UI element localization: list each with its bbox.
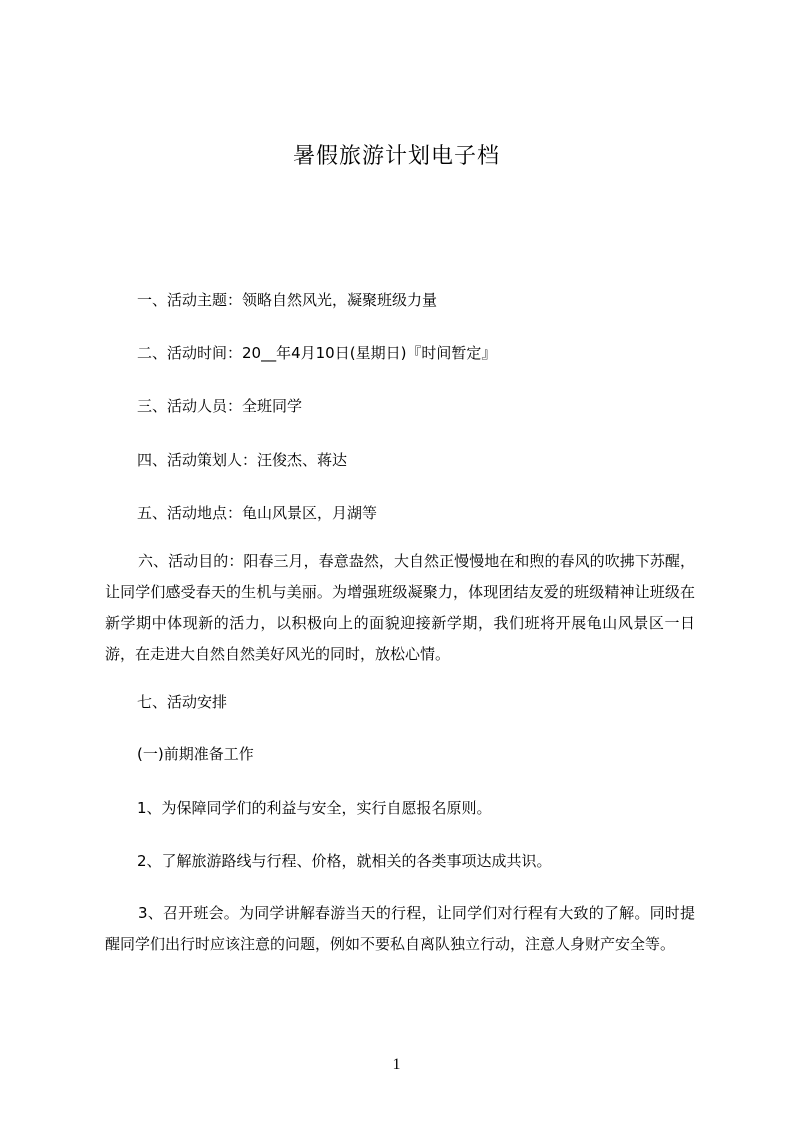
item-time: 二、活动时间：20__年4月10日(星期日)『时间暂定』	[137, 344, 497, 362]
item-planners: 四、活动策划人：汪俊杰、蒋达	[137, 451, 348, 469]
step-3-paragraph: 3、召开班会。为同学讲解春游当天的行程，让同学们对行程有大致的了解。同时提醒同学们出行时应该注意的问题，例如不要私自离队独立行动，注意人身财产安全等。	[105, 904, 695, 953]
item-location: 五、活动地点：龟山风景区，月湖等	[137, 504, 378, 522]
arrangement-heading: 七、活动安排	[137, 693, 228, 711]
prep-heading: (一)前期准备工作	[137, 745, 254, 763]
purpose-paragraph: 六、活动目的：阳春三月，春意盎然，大自然正慢慢地在和煦的春风的吹拂下苏醒，让同学们感受春天的生机与美丽。为增强班级凝聚力，体现团结友爱的班级精神让班级在新学期中体现新的活力，以积极向上的面貌迎接新学期，我们班将开展龟山风景区一日游，在走进大自然自然美好风光的同时，放松心情。	[105, 552, 695, 663]
document-title: 暑假旅游计划电子档	[292, 144, 500, 169]
item-theme: 一、活动主题：领略自然风光，凝聚班级力量	[137, 291, 438, 309]
step-2: 2、了解旅游路线与行程、价格，就相关的各类事项达成共识。	[137, 852, 552, 870]
item-participants: 三、活动人员：全班同学	[137, 397, 303, 415]
step-1: 1、为保障同学们的利益与安全，实行自愿报名原则。	[137, 799, 492, 817]
page-number: 1	[392, 1056, 401, 1073]
